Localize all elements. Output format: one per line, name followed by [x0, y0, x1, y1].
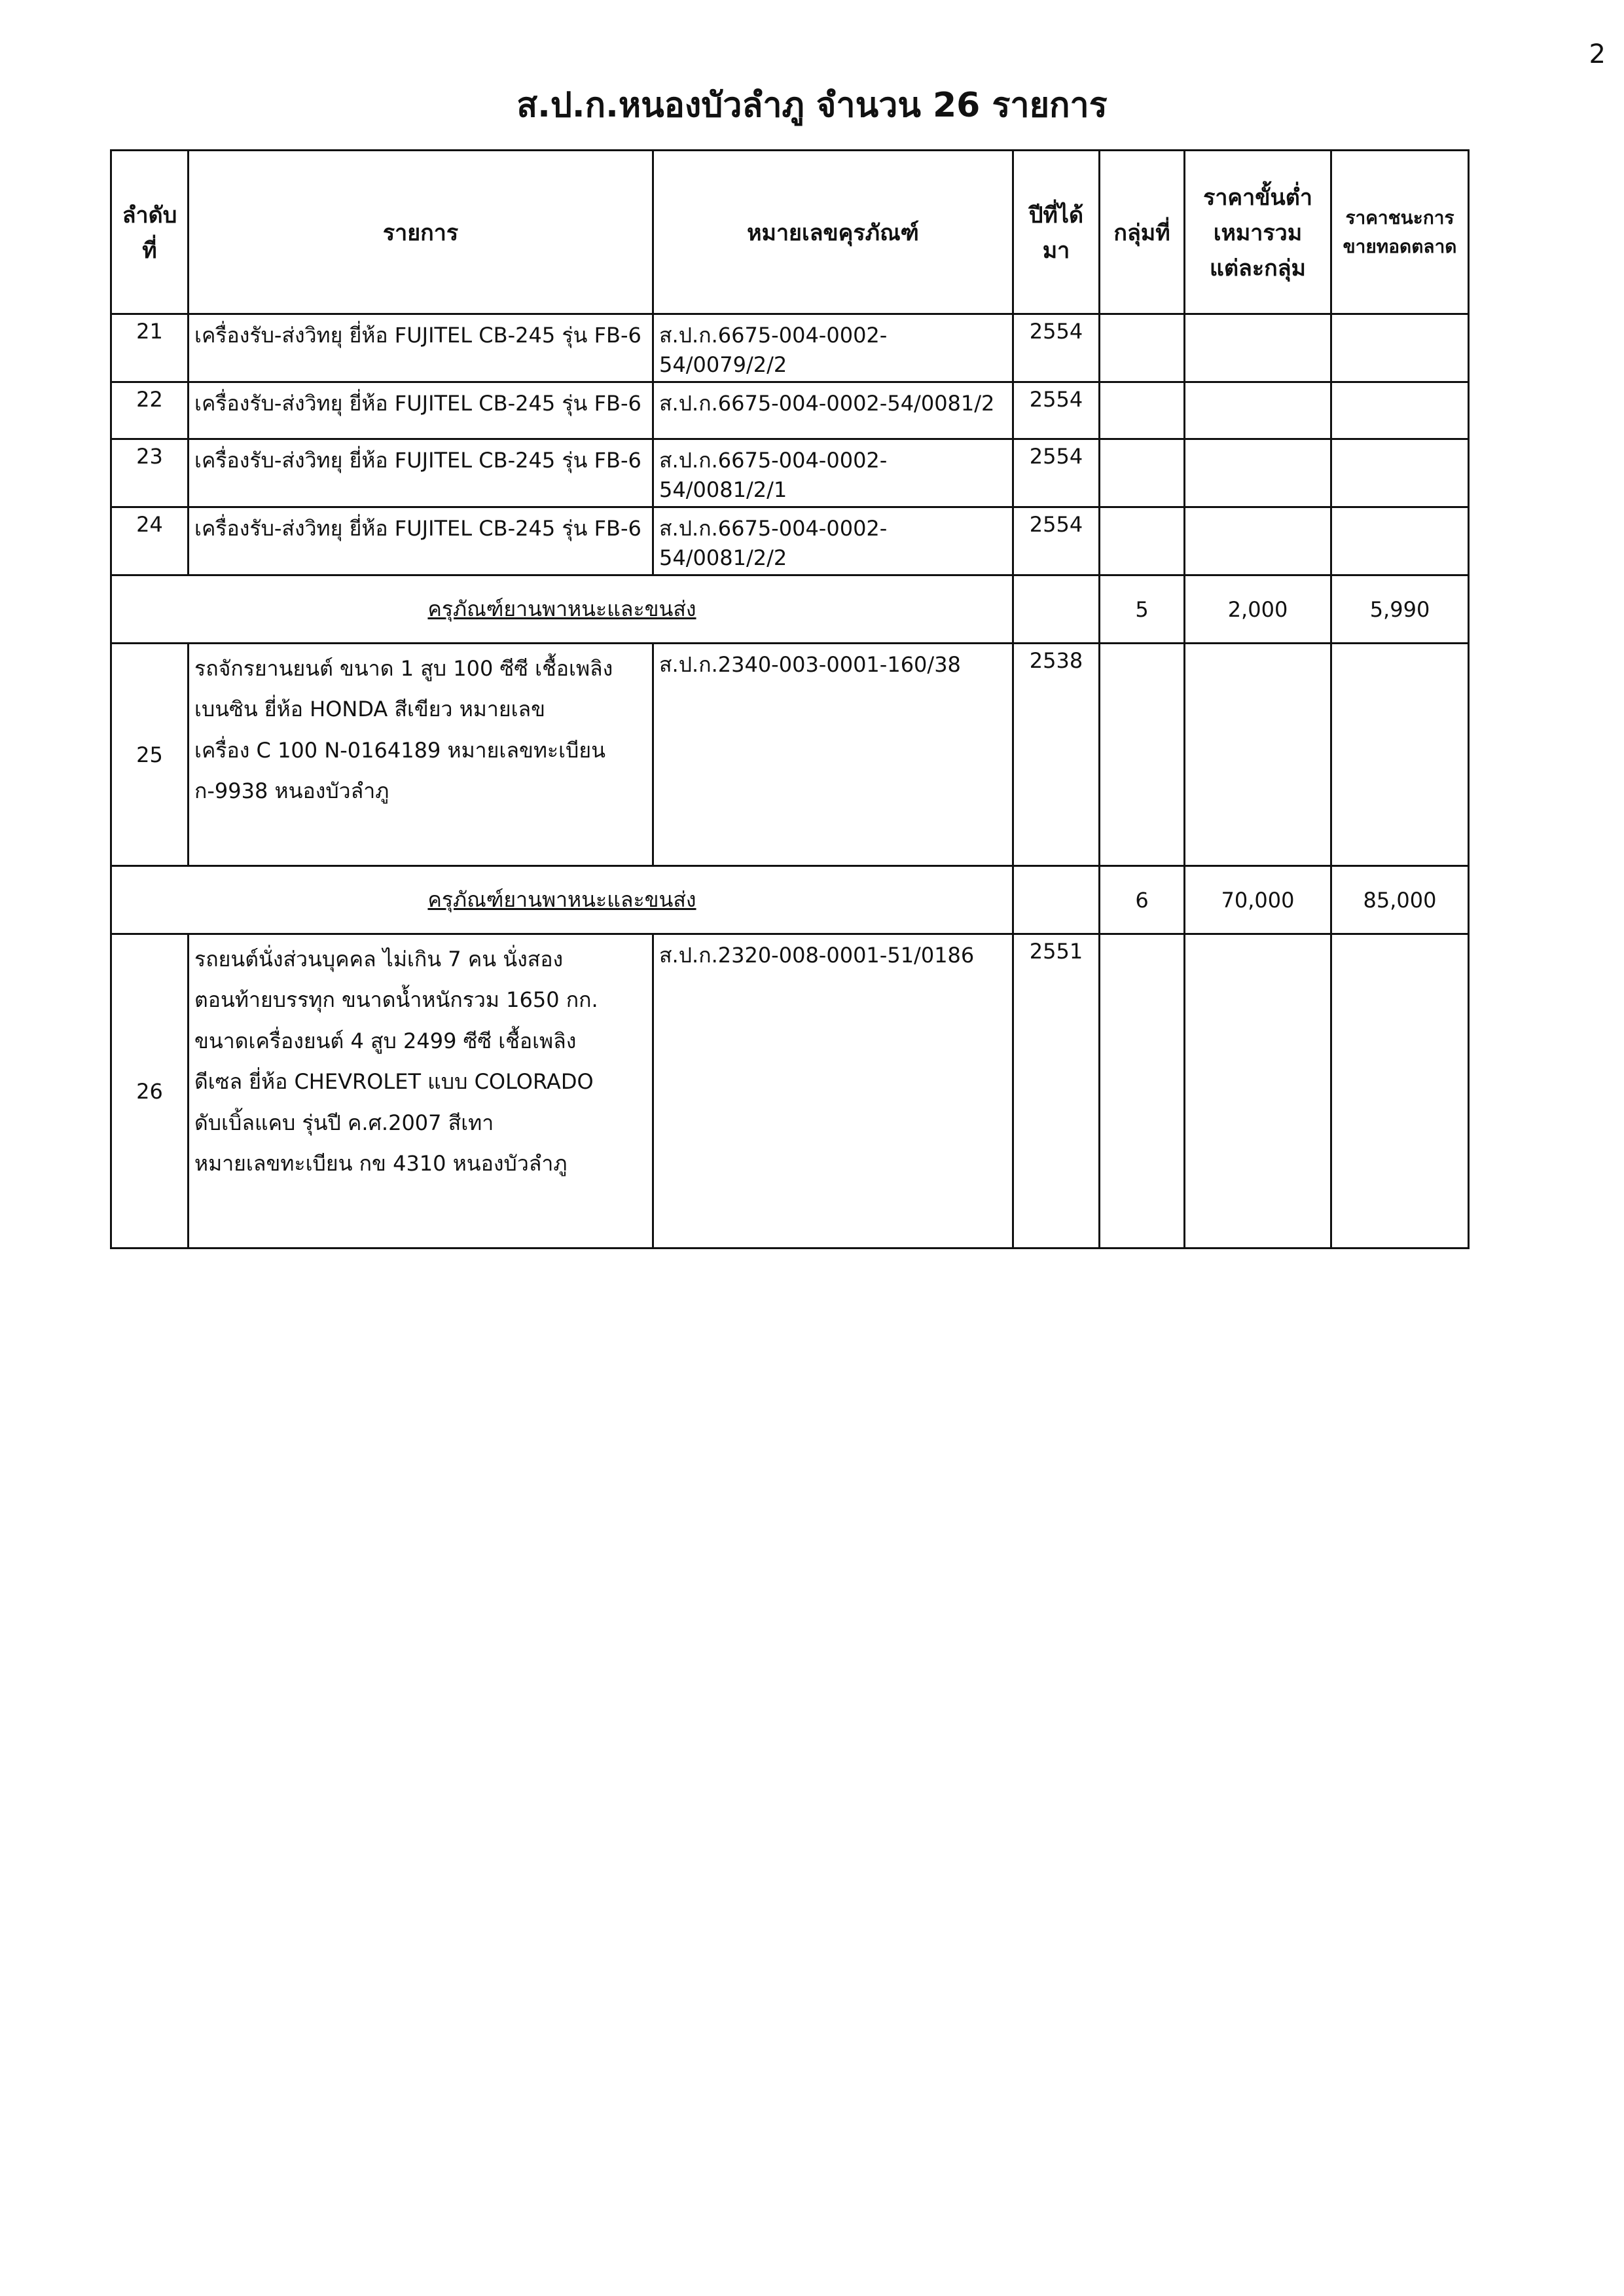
item-line: ขนาดเครื่องยนต์ 4 สูบ 2499 ซีซี เชื้อเพลิง — [194, 1028, 577, 1053]
row-group — [1100, 314, 1185, 382]
row-no: 25 — [111, 644, 189, 866]
table-row — [111, 934, 1469, 1248]
table-row — [111, 382, 1469, 439]
row-winning-price — [1331, 644, 1469, 866]
header-no: ลำดับที่ — [111, 151, 189, 314]
category-label: ครุภัณฑ์ยานพาหนะและขนส่ง — [111, 866, 1013, 934]
row-min-price — [1185, 439, 1331, 507]
item-line: เครื่อง C 100 N-0164189 หมายเลขทะเบียน — [194, 737, 605, 763]
row-asset-no: ส.ป.ก.6675-004-0002-54/0079/2/2 — [653, 314, 1013, 382]
row-year: 2554 — [1013, 507, 1100, 575]
row-year: 2538 — [1013, 644, 1100, 866]
category-year-blank — [1013, 575, 1100, 644]
row-item — [189, 934, 653, 1248]
row-year: 2554 — [1013, 439, 1100, 507]
group-winning-price: 5,990 — [1331, 575, 1469, 644]
item-line: ดับเบิ้ลแคบ รุ่นปี ค.ศ.2007 สีเทา — [194, 1110, 494, 1135]
row-min-price — [1185, 507, 1331, 575]
group-number: 5 — [1100, 575, 1185, 644]
row-group — [1100, 934, 1185, 1248]
item-line: เบนซิน ยี่ห้อ HONDA สีเขียว หมายเลข — [194, 697, 546, 722]
item-line: รถยนต์นั่งส่วนบุคคล ไม่เกิน 7 คน นั่งสอง — [194, 947, 564, 972]
row-asset-no: ส.ป.ก.6675-004-0002-54/0081/2/1 — [653, 439, 1013, 507]
row-asset-no: ส.ป.ก.6675-004-0002-54/0081/2/2 — [653, 507, 1013, 575]
table-row — [111, 507, 1469, 575]
row-winning-price — [1331, 382, 1469, 439]
item-line: ดีเซล ยี่ห้อ CHEVROLET แบบ COLORADO — [194, 1069, 594, 1095]
row-no: 21 — [111, 314, 189, 382]
category-row — [111, 575, 1469, 644]
table-row — [111, 314, 1469, 382]
item-line: ตอนท้ายบรรทุก ขนาดน้ำหนักรวม 1650 กก. — [194, 987, 598, 1013]
category-row — [111, 866, 1469, 934]
group-winning-price: 85,000 — [1331, 866, 1469, 934]
row-item: เครื่องรับ-ส่งวิทยุ ยี่ห้อ FUJITEL CB-245 รุ่น FB-6 — [189, 382, 653, 439]
row-item — [189, 644, 653, 866]
item-line: ก-9938 หนองบัวลำภู — [194, 778, 389, 804]
header-group: กลุ่มที่ — [1100, 151, 1185, 314]
asset-table — [110, 149, 1470, 1249]
header-winning-price: ราคาชนะการขายทอดตลาด — [1331, 151, 1469, 314]
row-item: เครื่องรับ-ส่งวิทยุ ยี่ห้อ FUJITEL CB-245 รุ่น FB-6 — [189, 314, 653, 382]
row-group — [1100, 382, 1185, 439]
category-label: ครุภัณฑ์ยานพาหนะและขนส่ง — [111, 575, 1013, 644]
row-no: 26 — [111, 934, 189, 1248]
row-winning-price — [1331, 439, 1469, 507]
row-min-price — [1185, 382, 1331, 439]
row-item: เครื่องรับ-ส่งวิทยุ ยี่ห้อ FUJITEL CB-245 รุ่น FB-6 — [189, 507, 653, 575]
row-asset-no: ส.ป.ก.6675-004-0002-54/0081/2 — [653, 382, 1013, 439]
row-no: 24 — [111, 507, 189, 575]
item-line: หมายเลขทะเบียน กข 4310 หนองบัวลำภู — [194, 1150, 568, 1176]
row-min-price — [1185, 644, 1331, 866]
row-no: 22 — [111, 382, 189, 439]
row-group — [1100, 507, 1185, 575]
row-group — [1100, 439, 1185, 507]
header-item: รายการ — [189, 151, 653, 314]
group-min-price: 70,000 — [1185, 866, 1331, 934]
page-title: ส.ป.ก.หนองบัวลำภู จำนวน 26 รายการ — [516, 86, 1108, 125]
header-year: ปีที่ได้มา — [1013, 151, 1100, 314]
row-group — [1100, 644, 1185, 866]
row-winning-price — [1331, 934, 1469, 1248]
table-header-row — [111, 151, 1469, 314]
row-min-price — [1185, 314, 1331, 382]
header-asset-no: หมายเลขคุรภัณฑ์ — [653, 151, 1013, 314]
row-asset-no: ส.ป.ก.2320-008-0001-51/0186 — [653, 934, 1013, 1248]
group-number: 6 — [1100, 866, 1185, 934]
row-year: 2554 — [1013, 382, 1100, 439]
row-asset-no: ส.ป.ก.2340-003-0001-160/38 — [653, 644, 1013, 866]
page-number: 2 — [1589, 39, 1606, 69]
group-min-price: 2,000 — [1185, 575, 1331, 644]
table-row — [111, 644, 1469, 866]
category-year-blank — [1013, 866, 1100, 934]
header-min-price: ราคาขั้นต่ำเหมารวมแต่ละกลุ่ม — [1185, 151, 1331, 314]
row-min-price — [1185, 934, 1331, 1248]
table-row — [111, 439, 1469, 507]
row-year: 2554 — [1013, 314, 1100, 382]
item-line: รถจักรยานยนต์ ขนาด 1 สูบ 100 ซีซี เชื้อเพลิง — [194, 656, 613, 681]
row-no: 23 — [111, 439, 189, 507]
row-year: 2551 — [1013, 934, 1100, 1248]
row-winning-price — [1331, 507, 1469, 575]
row-item: เครื่องรับ-ส่งวิทยุ ยี่ห้อ FUJITEL CB-245 รุ่น FB-6 — [189, 439, 653, 507]
row-winning-price — [1331, 314, 1469, 382]
